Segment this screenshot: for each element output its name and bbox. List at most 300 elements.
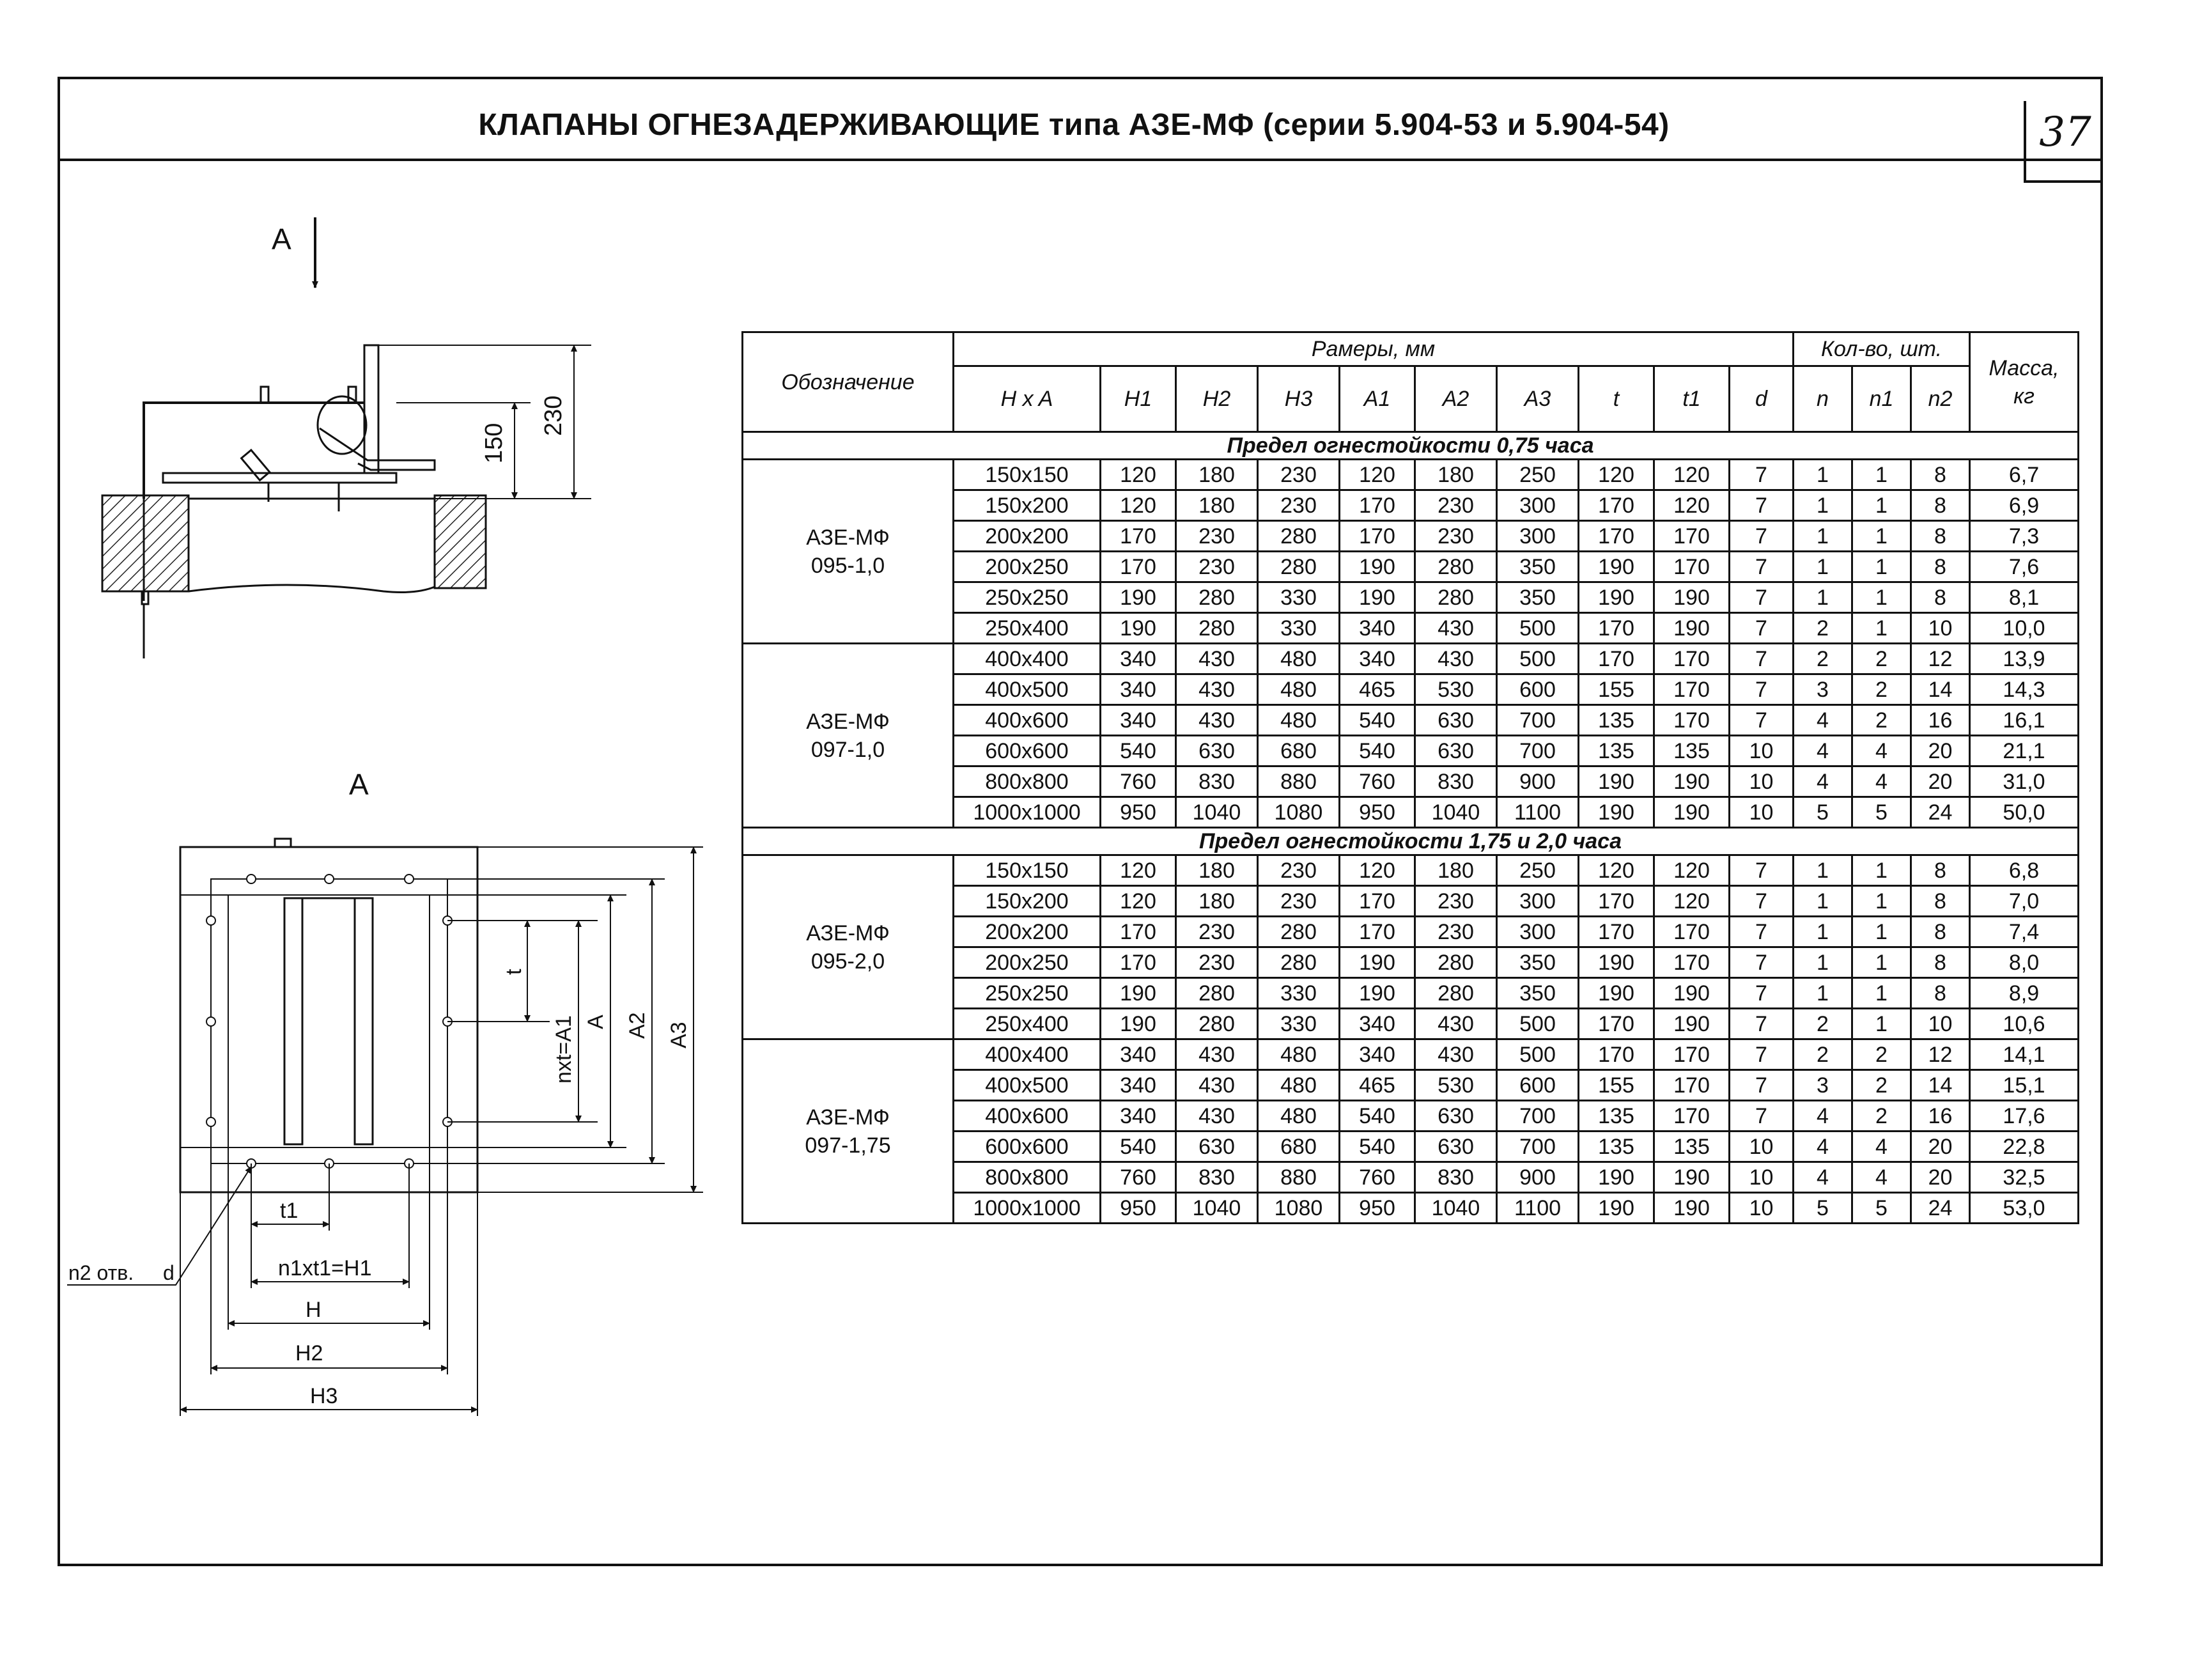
front-view-label: А	[349, 768, 369, 801]
table-cell: 7	[1730, 978, 1794, 1009]
table-cell: 340	[1340, 644, 1415, 674]
specification-table	[741, 331, 2079, 1224]
section-title: Предел огнестойкости 1,75 и 2,0 часа	[743, 828, 2079, 855]
table-cell: 190	[1101, 582, 1176, 613]
col-header-h3: H3	[1258, 366, 1340, 432]
table-cell: 120	[1101, 855, 1176, 886]
table-cell: 280	[1415, 582, 1497, 613]
designation-cell	[743, 460, 954, 644]
table-cell: 190	[1579, 766, 1654, 797]
table-body	[743, 432, 2079, 1224]
table-cell: 155	[1579, 674, 1654, 705]
table-cell: 880	[1258, 1162, 1340, 1193]
table-cell: 8	[1911, 947, 1970, 978]
table-cell: 190	[1340, 978, 1415, 1009]
table-cell: 1	[1794, 917, 1852, 947]
table-cell: 12	[1911, 644, 1970, 674]
table-cell: 190	[1654, 978, 1730, 1009]
table-cell: 7	[1730, 674, 1794, 705]
holes-label: n2 отв.	[68, 1261, 134, 1284]
table-cell: 480	[1258, 705, 1340, 736]
col-header-h2: H2	[1176, 366, 1258, 432]
table-cell: 950	[1340, 1193, 1415, 1224]
table-cell: 430	[1415, 644, 1497, 674]
table-cell: 760	[1340, 1162, 1415, 1193]
table-cell: 1	[1852, 582, 1911, 613]
table-cell: 170	[1579, 886, 1654, 917]
table-cell: 10	[1730, 1193, 1794, 1224]
table-cell: 190	[1579, 947, 1654, 978]
designation-code: 097-1,0	[810, 737, 885, 762]
table-cell: 17,6	[1970, 1101, 2079, 1132]
designation-code: 095-1,0	[810, 553, 885, 578]
table-cell: 400x500	[954, 674, 1101, 705]
table-cell: 760	[1340, 766, 1415, 797]
table-cell: 170	[1654, 947, 1730, 978]
damper-blade-right	[355, 898, 373, 1144]
wall-right-hatch	[435, 495, 486, 588]
table-cell: 350	[1497, 552, 1579, 582]
table-cell: 20	[1911, 1162, 1970, 1193]
table-cell: 170	[1654, 552, 1730, 582]
table-cell: 180	[1415, 460, 1497, 490]
table-cell: 350	[1497, 582, 1579, 613]
table-cell: 10	[1911, 1009, 1970, 1039]
top-lug	[275, 839, 291, 847]
table-cell: 2	[1852, 674, 1911, 705]
table-cell: 24	[1911, 797, 1970, 828]
table-cell: 1040	[1176, 1193, 1258, 1224]
table-cell: 10	[1730, 1162, 1794, 1193]
designation-cell	[743, 855, 954, 1039]
table-cell: 190	[1101, 978, 1176, 1009]
table-cell: 700	[1497, 705, 1579, 736]
col-header-a1: A1	[1340, 366, 1415, 432]
table-cell: 1100	[1497, 1193, 1579, 1224]
view-arrow-label: А	[272, 222, 291, 256]
table-cell: 14	[1911, 674, 1970, 705]
section-title: Предел огнестойкости 0,75 часа	[743, 432, 2079, 460]
table-cell: 465	[1340, 674, 1415, 705]
table-cell: 630	[1176, 736, 1258, 766]
table-cell: 7,0	[1970, 886, 2079, 917]
table-cell: 6,8	[1970, 855, 2079, 886]
table-cell: 12	[1911, 1039, 1970, 1070]
table-cell: 830	[1176, 766, 1258, 797]
dim-a2-label: A2	[625, 1012, 649, 1039]
table-cell: 700	[1497, 1101, 1579, 1132]
table-cell: 1	[1852, 490, 1911, 521]
table-cell: 170	[1579, 613, 1654, 644]
table-cell: 480	[1258, 644, 1340, 674]
table-cell: 630	[1415, 1101, 1497, 1132]
col-header-t: t	[1579, 366, 1654, 432]
table-cell: 280	[1258, 947, 1340, 978]
table-cell: 200x200	[954, 521, 1101, 552]
table-cell: 340	[1101, 644, 1176, 674]
table-cell: 540	[1340, 705, 1415, 736]
table-cell: 10,0	[1970, 613, 2079, 644]
col-mass-header	[1970, 332, 2079, 432]
table-cell: 7	[1730, 1009, 1794, 1039]
bolt-holes	[206, 875, 452, 1168]
table-cell: 230	[1176, 521, 1258, 552]
table-cell: 465	[1340, 1070, 1415, 1101]
table-cell: 760	[1101, 766, 1176, 797]
table-cell: 7	[1730, 552, 1794, 582]
table-cell: 8	[1911, 490, 1970, 521]
damper-arm	[320, 428, 435, 470]
table-cell: 2	[1794, 1009, 1852, 1039]
qty-group-header: Кол-во, шт.	[1794, 332, 1970, 366]
table-cell: 120	[1654, 855, 1730, 886]
table-cell: 8	[1911, 978, 1970, 1009]
designation-name: АЗЕ-МФ	[806, 921, 890, 945]
table-cell: 170	[1579, 1009, 1654, 1039]
table-cell: 340	[1340, 1009, 1415, 1039]
sheet-title: КЛАПАНЫ ОГНЕЗАДЕРЖИВАЮЩИЕ типа АЗЕ-МФ (серии 5.904-53 и 5.904-54)	[478, 108, 1670, 142]
designation-cell	[743, 644, 954, 828]
section-row	[743, 828, 2079, 855]
table-cell: 880	[1258, 766, 1340, 797]
table-cell: 10	[1730, 766, 1794, 797]
table-cell: 430	[1415, 1039, 1497, 1070]
damper-blade	[163, 473, 396, 483]
dim-h-label: H	[306, 1298, 322, 1322]
table-cell: 250	[1497, 855, 1579, 886]
table-cell: 230	[1258, 855, 1340, 886]
table-cell: 10	[1730, 797, 1794, 828]
table-cell: 300	[1497, 917, 1579, 947]
table-cell: 20	[1911, 736, 1970, 766]
table-cell: 340	[1101, 1101, 1176, 1132]
col-header-hxa: H x A	[954, 366, 1101, 432]
table-cell: 120	[1340, 460, 1415, 490]
holes-diameter-label: d	[163, 1261, 174, 1284]
table-cell: 2	[1852, 644, 1911, 674]
table-cell: 190	[1340, 582, 1415, 613]
table-cell: 430	[1415, 613, 1497, 644]
table-cell: 190	[1654, 582, 1730, 613]
table-cell: 760	[1101, 1162, 1176, 1193]
table-cell: 6,9	[1970, 490, 2079, 521]
dim-a-label: A	[584, 1015, 608, 1029]
table-cell: 5	[1794, 1193, 1852, 1224]
table-cell: 170	[1654, 1070, 1730, 1101]
table-cell: 540	[1101, 1132, 1176, 1162]
table-cell: 15,1	[1970, 1070, 2079, 1101]
table-cell: 400x400	[954, 644, 1101, 674]
table-cell: 16,1	[1970, 705, 2079, 736]
table-cell: 155	[1579, 1070, 1654, 1101]
table-cell: 120	[1579, 855, 1654, 886]
table-cell: 170	[1654, 917, 1730, 947]
designation-cell	[743, 1039, 954, 1224]
table-cell: 200x250	[954, 552, 1101, 582]
table-cell: 120	[1654, 490, 1730, 521]
table-cell: 540	[1340, 736, 1415, 766]
table-cell: 7	[1730, 855, 1794, 886]
table-cell: 1	[1794, 855, 1852, 886]
table-cell: 14,3	[1970, 674, 2079, 705]
table-cell: 170	[1654, 705, 1730, 736]
table-cell: 14,1	[1970, 1039, 2079, 1070]
table-cell: 135	[1654, 736, 1730, 766]
damper-hinge	[318, 396, 366, 454]
table-cell: 530	[1415, 674, 1497, 705]
table-cell: 2	[1852, 1070, 1911, 1101]
table-cell: 7	[1730, 1101, 1794, 1132]
dim-nxt-label: nxt=A1	[552, 1015, 576, 1084]
table-cell: 7,4	[1970, 917, 2079, 947]
table-row	[743, 644, 2079, 674]
table-cell: 280	[1176, 1009, 1258, 1039]
table-cell: 190	[1579, 978, 1654, 1009]
table-cell: 1	[1794, 886, 1852, 917]
table-cell: 280	[1176, 582, 1258, 613]
table-cell: 530	[1415, 1070, 1497, 1101]
table-cell: 190	[1579, 797, 1654, 828]
table-cell: 5	[1794, 797, 1852, 828]
table-cell: 21,1	[1970, 736, 2079, 766]
table-cell: 230	[1258, 460, 1340, 490]
table-cell: 480	[1258, 674, 1340, 705]
table-cell: 190	[1340, 552, 1415, 582]
fusible-link	[242, 450, 270, 480]
table-cell: 10,6	[1970, 1009, 2079, 1039]
dims-group-header: Рамеры, мм	[954, 332, 1794, 366]
table-cell: 8	[1911, 552, 1970, 582]
table-cell: 170	[1654, 644, 1730, 674]
table-cell: 3	[1794, 674, 1852, 705]
table-cell: 230	[1415, 917, 1497, 947]
table-cell: 120	[1654, 460, 1730, 490]
table-cell: 1000x1000	[954, 1193, 1101, 1224]
table-cell: 120	[1101, 460, 1176, 490]
table-cell: 5	[1852, 797, 1911, 828]
table-cell: 8	[1911, 886, 1970, 917]
table-cell: 800x800	[954, 766, 1101, 797]
table-cell: 1	[1794, 947, 1852, 978]
table-cell: 400x600	[954, 705, 1101, 736]
table-cell: 830	[1176, 1162, 1258, 1193]
table-cell: 1040	[1176, 797, 1258, 828]
table-cell: 24	[1911, 1193, 1970, 1224]
table-cell: 6,7	[1970, 460, 2079, 490]
table-cell: 7	[1730, 460, 1794, 490]
table-cell: 4	[1852, 1132, 1911, 1162]
damper-blade-left	[284, 898, 302, 1144]
table-cell: 190	[1579, 1162, 1654, 1193]
col-header-h1: H1	[1101, 366, 1176, 432]
section-row	[743, 432, 2079, 460]
table-cell: 150x150	[954, 855, 1101, 886]
table-row	[743, 855, 2079, 886]
table-cell: 250x400	[954, 1009, 1101, 1039]
table-cell: 1	[1794, 582, 1852, 613]
table-cell: 7	[1730, 886, 1794, 917]
table-cell: 330	[1258, 613, 1340, 644]
table-cell: 1	[1852, 521, 1911, 552]
table-cell: 7	[1730, 947, 1794, 978]
table-cell: 1040	[1415, 1193, 1497, 1224]
table-cell: 230	[1176, 947, 1258, 978]
dim-150-label: 150	[481, 423, 508, 463]
table-cell: 150x150	[954, 460, 1101, 490]
table-cell: 190	[1101, 613, 1176, 644]
table-cell: 2	[1794, 613, 1852, 644]
table-cell: 7	[1730, 1070, 1794, 1101]
table-cell: 800x800	[954, 1162, 1101, 1193]
table-cell: 13,9	[1970, 644, 2079, 674]
table-cell: 8,9	[1970, 978, 2079, 1009]
table-cell: 180	[1176, 490, 1258, 521]
table-cell: 20	[1911, 1132, 1970, 1162]
table-cell: 250x250	[954, 582, 1101, 613]
table-cell: 16	[1911, 705, 1970, 736]
table-cell: 190	[1579, 582, 1654, 613]
col-header-n: n	[1794, 366, 1852, 432]
side-view-drawing	[102, 217, 591, 658]
table-cell: 230	[1415, 490, 1497, 521]
table-cell: 135	[1579, 1101, 1654, 1132]
housing-lug-1	[261, 387, 268, 403]
table-cell: 1	[1794, 490, 1852, 521]
col-header-a3: A3	[1497, 366, 1579, 432]
table-cell: 200x250	[954, 947, 1101, 978]
table-cell: 2	[1794, 1039, 1852, 1070]
table-cell: 7	[1730, 705, 1794, 736]
table-cell: 7,6	[1970, 552, 2079, 582]
designation-name: АЗЕ-МФ	[806, 709, 890, 734]
table-cell: 2	[1794, 644, 1852, 674]
table-cell: 250x250	[954, 978, 1101, 1009]
table-cell: 170	[1579, 1039, 1654, 1070]
table-cell: 480	[1258, 1101, 1340, 1132]
dim-t-label: t	[502, 968, 526, 975]
col-header-n2: n2	[1911, 366, 1970, 432]
table-cell: 430	[1176, 1070, 1258, 1101]
table-cell: 500	[1497, 613, 1579, 644]
table-cell: 540	[1340, 1132, 1415, 1162]
table-cell: 170	[1654, 1039, 1730, 1070]
col-header-d: d	[1730, 366, 1794, 432]
table-cell: 700	[1497, 1132, 1579, 1162]
table-cell: 230	[1258, 490, 1340, 521]
table-cell: 31,0	[1970, 766, 2079, 797]
table-cell: 1	[1852, 460, 1911, 490]
table-cell: 170	[1101, 521, 1176, 552]
table-cell: 190	[1654, 797, 1730, 828]
table-cell: 1000x1000	[954, 797, 1101, 828]
dim-n1xt1-label: n1xt1=H1	[278, 1256, 372, 1280]
table-cell: 1	[1852, 855, 1911, 886]
table-cell: 3	[1794, 1070, 1852, 1101]
table-cell: 1	[1794, 978, 1852, 1009]
table-cell: 500	[1497, 1039, 1579, 1070]
table-cell: 350	[1497, 978, 1579, 1009]
table-cell: 1	[1852, 613, 1911, 644]
table-cell: 430	[1176, 644, 1258, 674]
table-cell: 170	[1579, 490, 1654, 521]
table-cell: 8	[1911, 917, 1970, 947]
col-header-n1: n1	[1852, 366, 1911, 432]
table-cell: 630	[1415, 705, 1497, 736]
table-cell: 950	[1340, 797, 1415, 828]
table-cell: 700	[1497, 736, 1579, 766]
table-cell: 170	[1654, 1101, 1730, 1132]
table-cell: 7,3	[1970, 521, 2079, 552]
table-cell: 10	[1730, 736, 1794, 766]
table-cell: 630	[1176, 1132, 1258, 1162]
table-cell: 340	[1101, 1039, 1176, 1070]
flange-plate	[364, 345, 378, 473]
table-cell: 190	[1654, 1193, 1730, 1224]
table-cell: 600x600	[954, 1132, 1101, 1162]
table-cell: 170	[1340, 886, 1415, 917]
table-cell: 600	[1497, 1070, 1579, 1101]
designation-code: 095-2,0	[810, 949, 885, 974]
table-cell: 1	[1794, 521, 1852, 552]
table-cell: 22,8	[1970, 1132, 2079, 1162]
table-cell: 170	[1579, 521, 1654, 552]
table-cell: 830	[1415, 1162, 1497, 1193]
table-cell: 280	[1415, 552, 1497, 582]
dim-a3-label: A3	[667, 1022, 691, 1048]
table-cell: 500	[1497, 1009, 1579, 1039]
table-cell: 280	[1258, 917, 1340, 947]
table-cell: 10	[1911, 613, 1970, 644]
table-cell: 480	[1258, 1039, 1340, 1070]
front-view-drawing	[67, 839, 703, 1416]
table-cell: 250x400	[954, 613, 1101, 644]
table-cell: 600	[1497, 674, 1579, 705]
table-cell: 950	[1101, 797, 1176, 828]
table-cell: 830	[1415, 766, 1497, 797]
table-cell: 8	[1911, 521, 1970, 552]
table-cell: 630	[1415, 1132, 1497, 1162]
table-cell: 14	[1911, 1070, 1970, 1101]
table-cell: 480	[1258, 1070, 1340, 1101]
table-cell: 1080	[1258, 797, 1340, 828]
dim-230-label: 230	[540, 395, 567, 436]
table-cell: 340	[1101, 1070, 1176, 1101]
table-cell: 135	[1579, 1132, 1654, 1162]
table-cell: 135	[1654, 1132, 1730, 1162]
table-cell: 4	[1794, 1132, 1852, 1162]
mass-header-line2: кг	[2013, 384, 2035, 408]
table-cell: 1	[1852, 917, 1911, 947]
table-cell: 200x200	[954, 917, 1101, 947]
table-cell: 7	[1730, 521, 1794, 552]
table-cell: 280	[1258, 521, 1340, 552]
table-cell: 170	[1340, 490, 1415, 521]
table-cell: 170	[1101, 917, 1176, 947]
table-cell: 540	[1101, 736, 1176, 766]
table-cell: 20	[1911, 766, 1970, 797]
table-cell: 430	[1176, 705, 1258, 736]
break-line	[189, 585, 435, 592]
table-cell: 150x200	[954, 490, 1101, 521]
table-cell: 7	[1730, 1039, 1794, 1070]
table-cell: 7	[1730, 917, 1794, 947]
table-cell: 430	[1176, 1101, 1258, 1132]
table-cell: 300	[1497, 490, 1579, 521]
table-cell: 4	[1794, 736, 1852, 766]
table-cell: 8	[1911, 855, 1970, 886]
table-cell: 250	[1497, 460, 1579, 490]
table-cell: 300	[1497, 886, 1579, 917]
